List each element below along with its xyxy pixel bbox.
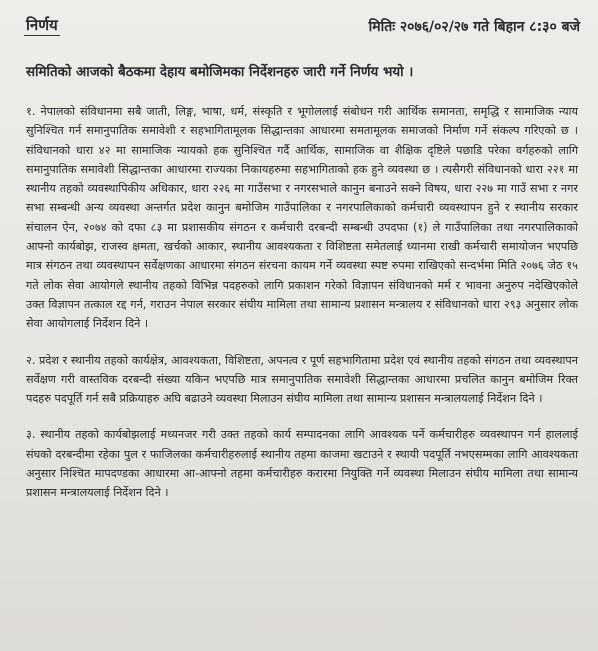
decision-paragraph-1: १. नेपालको संविधानमा सबै जाती, लिङ्ग, भाषा, धर्म, संस्कृति र भूगोललाई संबोधन गरी आर्थिक समानता, समृद्धि र सामाजिक न्याय सुनिश्चित गर्न समानुपातिक समावेशी र सहभागितामूलक सिद्धान्तका आधारमा समतामूलक समाजको निर्माण गर्ने संकल्प गरिएको छ । संविधानको धारा ४२ मा सामाजिक न्यायको हक सुनिश्चित गर्दै आर्थिक, सामाजिक वा शैक्षिक दृष्टिले पछाडि परेका वर्गहरुको लागि समानुपातिक समावेशी सिद्धान्तका आधारमा राज्यका निकायहरुमा सहभागिताको हक हुने व्यवस्था छ । त्यसैगरी संविधानको धारा २२१ मा स्थानीय तहको व्यवस्थापिकीय अधिकार, धारा २२६ मा गाउँसभा र नगरसभाले कानुन बनाउने सक्ने विषय, धारा २२७ मा गाउँ सभा र नगर सभा सम्बन्धी अन्य व्यवस्था अन्तर्गत प्रदेश कानुन बमोजिम गाउँपालिका र नगरपालिकाको कर्मचारी व्यवस्थापन हुने र स्थानीय सरकार संचालन ऐन, २०७४ को दफा ८३ मा प्रशासकीय संगठन र कर्मचारी दरबन्दी सम्बन्धी उपदफा (१) ले गाउँपालिका तथा नगरपालिकाको आफ्नो कार्यबोझ, राजस्व क्षमता, खर्चको आकार, स्थानीय आवश्यकता र विशिष्टता समेतलाई ध्यानमा राखी कर्मचारी समायोजन भएपछि मात्र संगठन तथा व्यवस्थापन सर्वेक्षणका आधारमा संगठन संरचना कायम गर्ने व्यवस्था स्पष्ट रुपमा राखिएको सन्दर्भमा मिति २०७६ जेठ १५ गते लोक सेवा आयोगले स्थानीय तहको विभिन्न पदहरुको लागि प्रकाशन गरेको विज्ञापन संविधानको मर्म र भावना अनुरुप नदेखिएकोले उक्त विज्ञापन तत्काल रद्द गर्न, गराउन नेपाल सरकार संघीय मामिला तथा सामान्य प्रशासन मन्त्रालय र संविधानको धारा २९३ अनुसार लोक सेवा आयोगलाई निर्देशन दिने । (26, 105, 578, 331)
decision-paragraph-2: २. प्रदेश र स्थानीय तहको कार्यक्षेत्र, आवश्यकता, विशिष्टता, अपनत्व र पूर्ण सहभागितामा प्रदेश एवं स्थानीय तहको संगठन तथा व्यवस्थापन सर्वेक्षण गरी वास्तविक दरबन्दी संख्या यकिन भएपछि मात्र समानुपातिक समावेशी सिद्धान्तका आधारमा प्रचलित कानुन बमोजिम रिक्त पदहरु पदपूर्ति गर्न सबै प्रक्रियाहरु अघि बढाउने व्यवस्था मिलाउन संघीय मामिला तथा सामान्य प्रशासन मन्त्रालयलाई निर्देशन दिने । (26, 353, 578, 406)
decision-heading: समितिको आजको बैठकमा देहाय बमोजिमका निर्देशनहरु जारी गर्ने निर्णय भयो । (26, 65, 414, 80)
decision-date: मितिः २०७६/०२/२७ गते बिहान ८:३० बजे (368, 19, 580, 35)
document-title: निर्णय (26, 16, 58, 34)
document-header (14, 6, 584, 36)
decision-paragraph-3: ३. स्थानीय तहको कार्यबोझलाई मध्यनजर गरी उक्त तहको कार्य सम्पादनका लागि आवश्यक पर्ने कर्मचारीहरु व्यवस्थापन गर्न हाललाई संघको दरबन्दीमा रहेका पुल र फाजिलका कर्मचारीहरुलाई स्थानीय तहमा काजमा खटाउने र स्थायी पदपूर्ति नभएसम्मका लागि आवश्यकता अनुसार निश्चित मापदण्डका आधारमा आ-आफ्नो तहमा कर्मचारीहरु करारमा नियुक्ति गर्ने व्यवस्था मिलाउन संघीय मामिला तथा सामान्य प्रशासन मन्त्रालयलाई निर्देशन दिने । (26, 428, 578, 500)
